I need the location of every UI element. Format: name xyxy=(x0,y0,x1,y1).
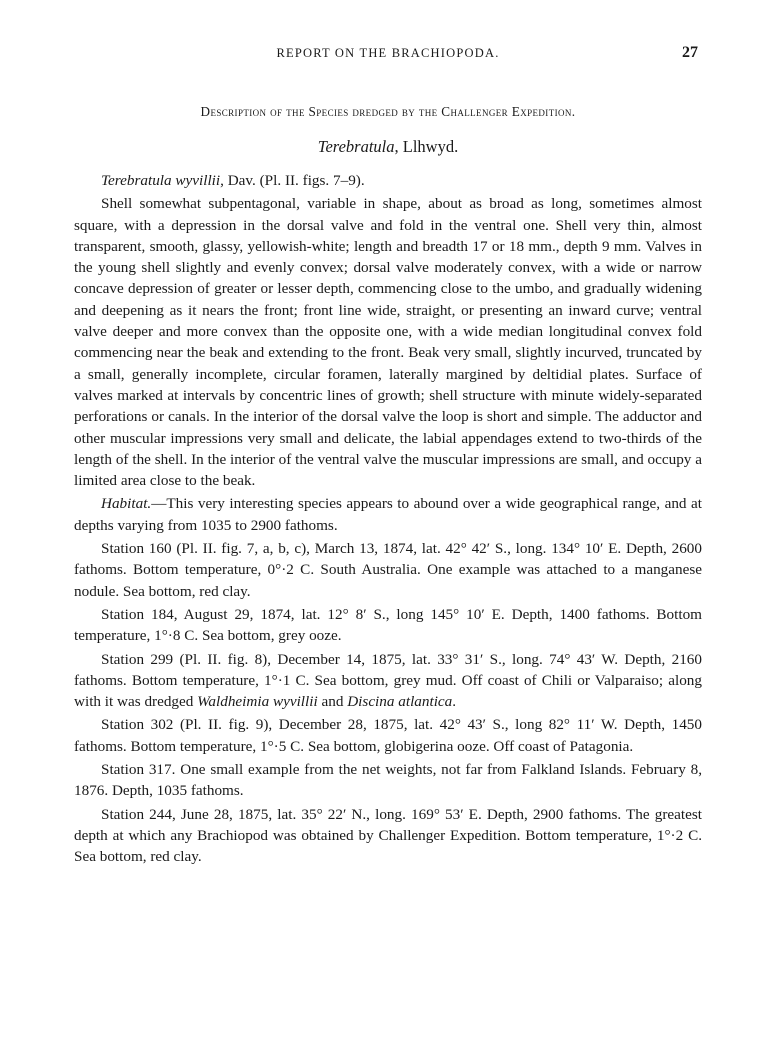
habitat-text: —This very interesting species appears to abound over a wide geographical range, and at depths varying from 1035 to 2900 fathoms. xyxy=(74,495,702,534)
habitat-label: Habitat. xyxy=(101,495,152,513)
station-299-species-1: Waldheimia wyvillii xyxy=(197,693,318,711)
station-317-paragraph: Station 317. One small example from the net weights, not far from Falkland Islands. February 8, 1876. Depth, 1035 fathoms. xyxy=(74,761,702,800)
running-head: REPORT ON THE BRACHIOPODA. xyxy=(276,46,500,60)
station-302-paragraph: Station 302 (Pl. II. fig. 9), December 28, 1875, lat. 42° 43′ S., long 82° 11′ W. Depth, 1450 fathoms. Bottom temperature, 1°·5 C. Sea bottom, globigerina ooze. Off coast of Patagonia. xyxy=(74,716,702,755)
station-299-and: and xyxy=(317,693,348,711)
station-160-paragraph: Station 160 (Pl. II. fig. 7, a, b, c), March 13, 1874, lat. 42° 42′ S., long. 134° 10′ E. Depth, 2600 fathoms. Bottom temperature, 0°·2 C. South Australia. One example was attached to a manganese nodule. Sea bottom, red clay. xyxy=(74,540,702,600)
station-184-paragraph: Station 184, August 29, 1874, lat. 12° 8′ S., long 145° 10′ E. Depth, 1400 fathoms. Bottom temperature, 1°·8 C. Sea bottom, grey ooze. xyxy=(74,605,702,645)
body-text xyxy=(74,170,702,870)
habitat-paragraph xyxy=(74,493,702,536)
station-244-paragraph: Station 244, June 28, 1875, lat. 35° 22′ N., long. 169° 53′ E. Depth, 2900 fathoms. The greatest depth at which any Brachiopod was obtained by Challenger Expedition. Bottom temperature, 1°·2 C. Sea bottom, red clay. xyxy=(74,805,702,866)
genus-author: , Llhwyd. xyxy=(394,137,459,156)
description-paragraph: Shell somewhat subpentagonal, variable in shape, about as broad as long, sometimes almost square, with a depression in the dorsal valve and fold in the ventral one. Shell very thin, almost transparent, smooth, glassy, yellowish-white; length and breadth 17 or 18 mm., depth 9 mm. Valves in the young shell slightly and evenly convex; dorsal valve moderately convex, with a wide or narrow concave depression of greater or lesser depth, commencing close to the umbo, and gradually widening and deepening as it nears the front; front line wide, straight, or presenting an inward curve; ventral valve deeper and more convex than the opposite one, with a wide median longitudinal convex fold commencing near the beak and extending to the front. Beak very small, slightly incurved, truncated by a small, generally incomplete, circular foramen, laterally margined by deltidial plates. Surface of valves marked at intervals by concentric lines of growth; shell structure with minute widely-separated perforations or canals. In the interior of the dorsal valve the loop is short and simple. The adductor and other muscular impressions very small and delicate, the labial appendages extend to two-thirds of the length of the shell. In the interior of the ventral valve the muscular impressions are small, and occupy a limited area close to the beak. xyxy=(74,195,702,490)
station-299-text: Station 299 (Pl. II. fig. 8), December 14, 1875, lat. 33° 31′ S., long. 74° 43′ W. Depth, 2160 fathoms. Bottom temperature, 1°·1 C. Sea bottom, grey mud. Off coast of Chili or Valparaiso; along with it was dredged xyxy=(74,650,702,711)
section-title: Description of the Species dredged by the Challenger Expedition. xyxy=(200,104,576,119)
station-299-end: . xyxy=(452,693,457,711)
station-299-paragraph xyxy=(74,649,702,713)
page-number: 27 xyxy=(682,44,698,61)
species-citation: , Dav. (Pl. II. figs. 7–9). xyxy=(220,172,365,189)
species-name: Terebratula wyvillii xyxy=(101,172,221,189)
species-heading xyxy=(74,170,702,191)
genus-heading xyxy=(0,137,776,157)
genus-name: Terebratula xyxy=(317,137,395,156)
station-299-species-2: Discina atlantica xyxy=(347,693,453,711)
